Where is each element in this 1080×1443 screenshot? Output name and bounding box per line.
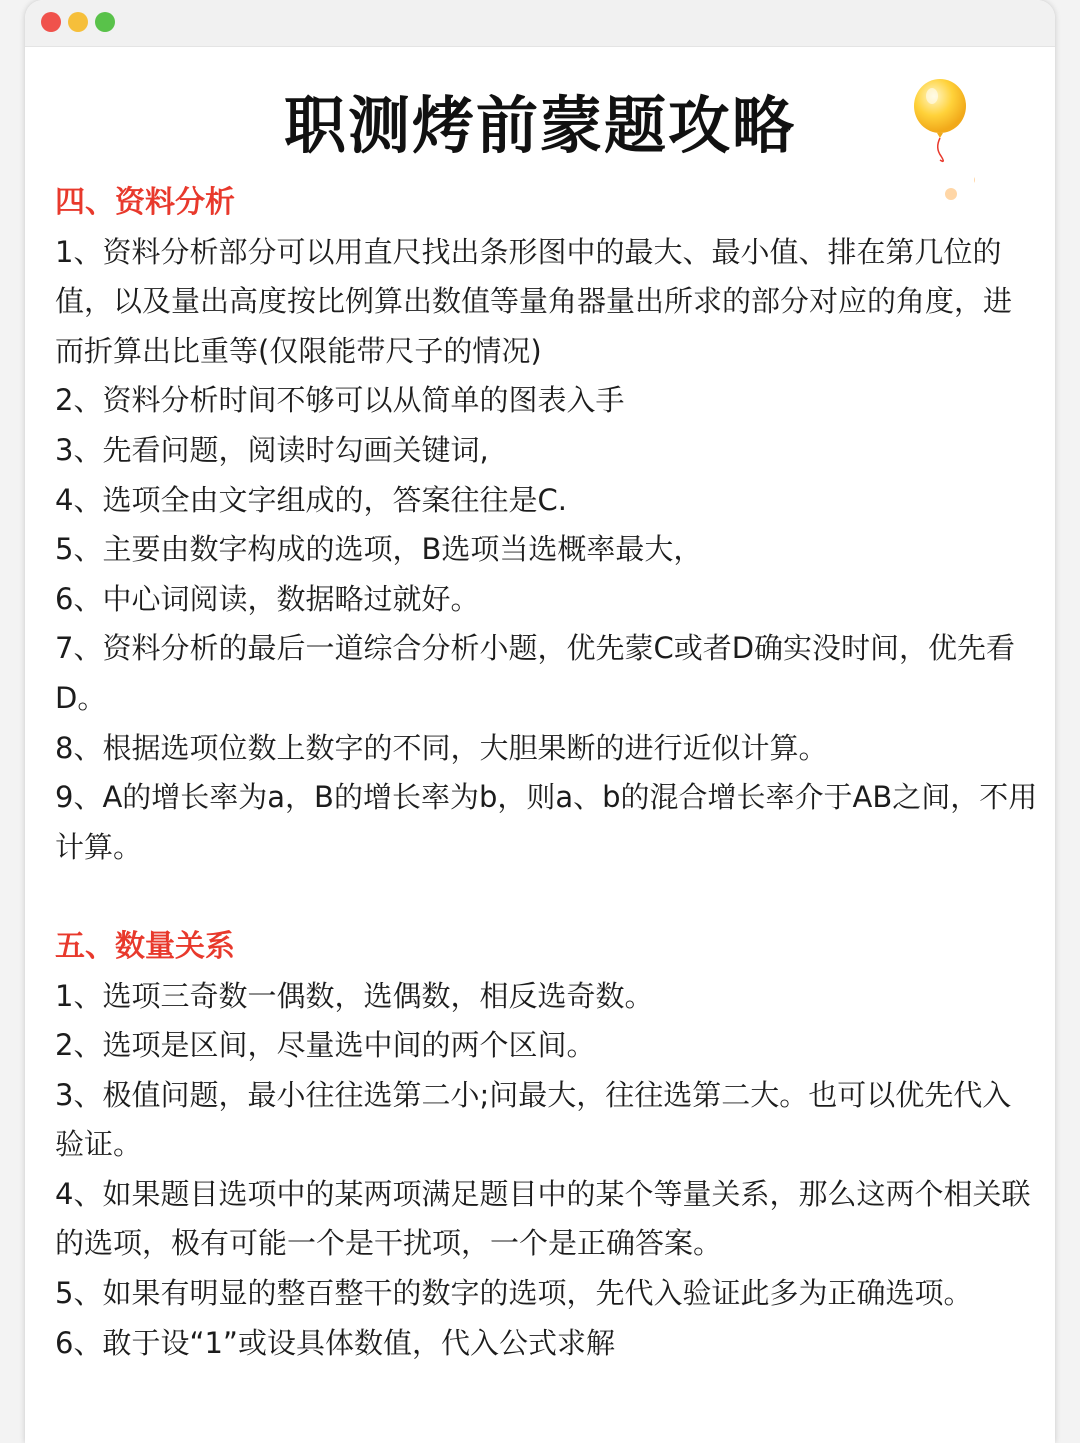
document-window <box>25 0 1055 1443</box>
page-title: 职测烤前蒙题攻略 <box>283 89 796 162</box>
list-item: 2、选项是区间，尽量选中间的两个区间。 <box>55 1028 596 1063</box>
section-heading-quantitative: 五、数量关系 <box>55 928 235 964</box>
maximize-window-button[interactable] <box>95 12 115 32</box>
list-item: 1、选项三奇数一偶数，选偶数，相反选奇数。 <box>55 978 654 1013</box>
list-item: 5、如果有明显的整百整干的数字的选项，先代入验证此多为正确选项。 <box>55 1276 973 1311</box>
list-item: 4、选项全由文字组成的，答案往往是C. <box>55 482 567 517</box>
list-item: 9、A的增长率为a，B的增长率为b，则a、b的混合增长率介于AB之间，不用计算。 <box>55 780 1038 864</box>
list-item: 7、资料分析的最后一道综合分析小题，优先蒙C或者D确实没时间，优先看D。 <box>55 631 1016 715</box>
list-item: 8、根据选项位数上数字的不同，大胆果断的进行近似计算。 <box>55 730 828 765</box>
close-window-button[interactable] <box>41 12 61 32</box>
minimize-window-button[interactable] <box>68 12 88 32</box>
section-spacer <box>55 872 1040 922</box>
list-item: 4、如果题目选项中的某两项满足题目中的某个等量关系，那么这两个相关联的选项，极有可能一个是干扰项，一个是正确答案。 <box>55 1176 1031 1261</box>
window-titlebar <box>25 0 1055 47</box>
list-item: 6、敢于设“1”或设具体数值，代入公式求解 <box>55 1325 615 1360</box>
list-item: 5、主要由数字构成的选项，B选项当选概率最大， <box>55 532 703 567</box>
list-item: 2、资料分析时间不够可以从简单的图表入手 <box>55 383 625 418</box>
list-item: 3、先看问题，阅读时勾画关键词, <box>55 432 489 467</box>
list-item: 3、极值问题，最小往往选第二小;问最大，往往选第二大。也可以优先代入验证。 <box>55 1077 1012 1162</box>
list-item: 6、中心词阅读，数据略过就好。 <box>55 581 480 616</box>
section-heading-data-analysis: 四、资料分析 <box>55 185 235 220</box>
article-body <box>55 178 1040 1368</box>
list-item: 1、资料分析部分可以用直尺找出条形图中的最大、最小值、排在第几位的值，以及量出高度按比例算出数值等量角器量出所求的部分对应的角度，进而折算出比重等(仅限能带尺子的情况) <box>55 234 1013 368</box>
